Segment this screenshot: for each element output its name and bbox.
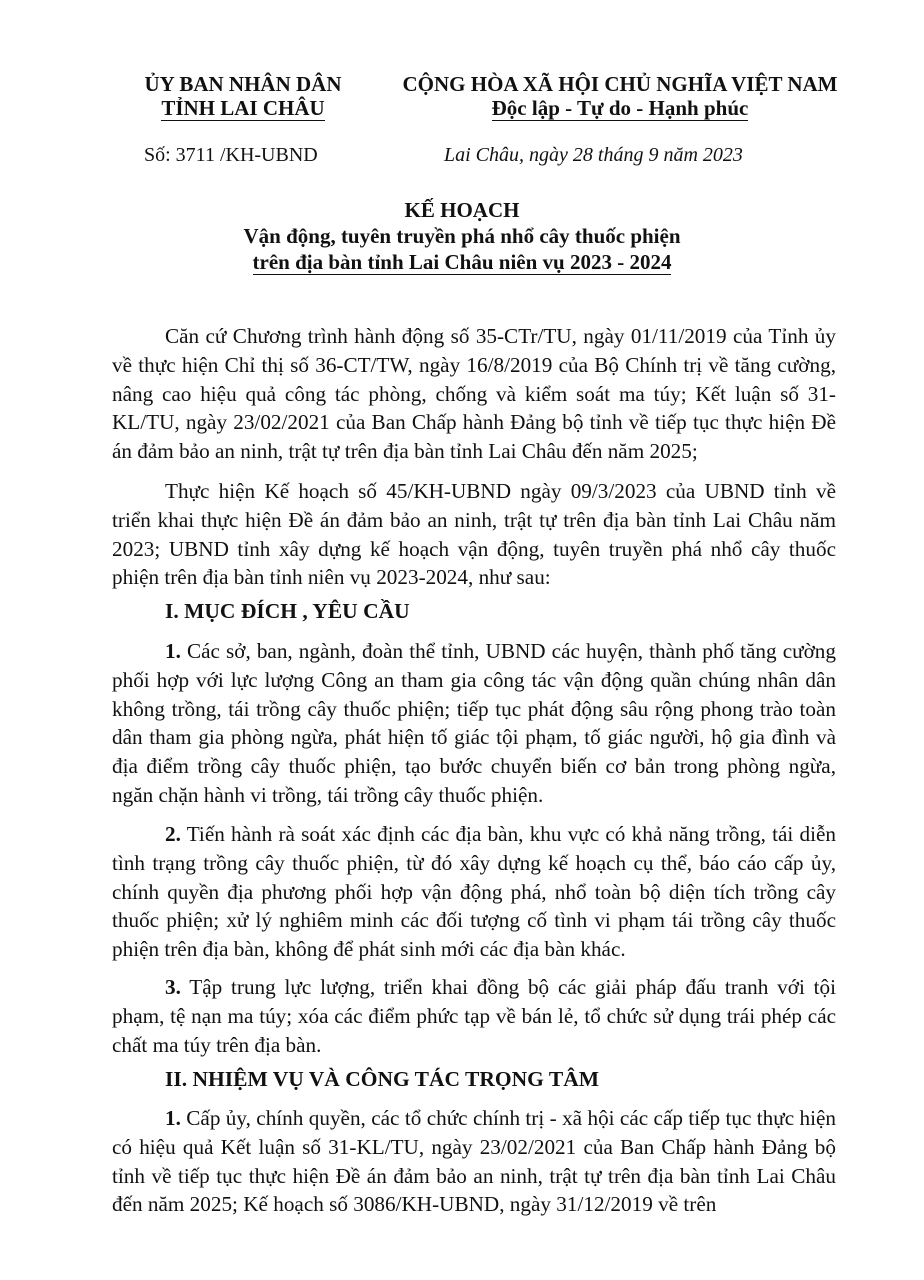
purpose-item-1-text: Các sở, ban, ngành, đoàn thể tỉnh, UBND các huyện, thành phố tăng cường phối hợp với lực lượng Công an tham gia công tác vận động quần chúng nhân dân không trồng, tái trồng cây thuốc phiện; tiếp tục phát động sâu rộng phong trào toàn dân tham gia phòng ngừa, phát hiện tố giác tội phạm, tố giác người, hộ gia đình và địa điểm trồng cây thuốc phiện, tạo bước chuyển biến cơ bản trong phòng ngừa, ngăn chặn hành vi trồng, tái trồng cây thuốc phiện. xyxy=(112,639,836,807)
tasks-item-1-number: 1. xyxy=(165,1106,181,1130)
document-subject-line2-text: trên địa bàn tỉnh Lai Châu niên vụ 2023 - 2024 xyxy=(252,250,672,274)
document-subject-line1: Vận động, tuyên truyền phá nhổ cây thuốc phiện xyxy=(243,224,681,248)
national-motto-text: Độc lập - Tự do - Hạnh phúc xyxy=(491,96,749,120)
agency-province-text: TỈNH LAI CHÂU xyxy=(161,96,325,120)
paragraph-implementation: Thực hiện Kế hoạch số 45/KH-UBND ngày 09/3/2023 của UBND tỉnh về triển khai thực hiện Đề án đảm bảo an ninh, trật tự trên địa bàn tỉnh Lai Châu năm 2023; UBND tỉnh xây dựng kế hoạch vận động, tuyên truyền phá nhổ cây thuốc phiện trên địa bàn tỉnh niên vụ 2023-2024, như sau: xyxy=(112,479,836,590)
purpose-item-3 xyxy=(112,973,836,1059)
purpose-item-2-text: Tiến hành rà soát xác định các địa bàn, khu vực có khả năng trồng, tái diễn tình trạng trồng cây thuốc phiện, từ đó xây dựng kế hoạch cụ thể, báo cáo cấp ủy, chính quyền địa phương phối hợp vận động phá, nhổ toàn bộ diện tích trồng cây thuốc phiện; xử lý nghiêm minh các đối tượng cố tình vi phạm tái trồng cây thuốc phiện trên địa bàn, không để phát sinh mới các địa bàn khác. xyxy=(112,822,836,962)
section-heading-tasks: II. NHIỆM VỤ VÀ CÔNG TÁC TRỌNG TÂM xyxy=(165,1067,600,1091)
national-motto xyxy=(380,96,860,121)
purpose-item-1-number: 1. xyxy=(165,639,181,663)
place-date: Lai Châu, ngày 28 tháng 9 năm 2023 xyxy=(444,144,743,166)
tasks-item-1 xyxy=(112,1104,836,1219)
document-type: KẾ HOẠCH xyxy=(404,198,520,222)
agency-province xyxy=(108,96,378,121)
tasks-item-1-text: Cấp ủy, chính quyền, các tổ chức chính trị - xã hội các cấp tiếp tục thực hiện có hiệu quả Kết luận số 31-KL/TU, ngày 23/02/2021 của Ban Chấp hành Đảng bộ tỉnh về tiếp tục thực hiện Đề án đảm bảo an ninh, trật tự trên địa bàn tỉnh Lai Châu đến năm 2025; Kế hoạch số 3086/KH-UBND, ngày 31/12/2019 về trên xyxy=(112,1106,836,1217)
national-title: CỘNG HÒA XÃ HỘI CHỦ NGHĨA VIỆT NAM xyxy=(402,72,838,96)
purpose-item-2 xyxy=(112,820,836,964)
document-number: Số: 3711 /KH-UBND xyxy=(144,144,318,166)
paragraph-basis: Căn cứ Chương trình hành động số 35-CTr/TU, ngày 01/11/2019 của Tỉnh ủy về thực hiện Chỉ thị số 36-CT/TW, ngày 16/8/2019 của Bộ Chính trị về tăng cường, nâng cao hiệu quả công tác phòng, chống và kiểm soát ma túy; Kết luận số 31-KL/TU, ngày 23/02/2021 của Ban Chấp hành Đảng bộ tỉnh về tiếp tục thực hiện Đề án đảm bảo an ninh, trật tự trên địa bàn tỉnh Lai Châu đến năm 2025; xyxy=(112,324,836,464)
purpose-item-3-text: Tập trung lực lượng, triển khai đồng bộ các giải pháp đấu tranh với tội phạm, tệ nạn ma túy; xóa các điểm phức tạp về bán lẻ, tổ chức sử dụng trái phép các chất ma túy trên địa bàn. xyxy=(112,975,836,1057)
section-heading-purpose: I. MỤC ĐÍCH , YÊU CẦU xyxy=(165,599,410,623)
purpose-item-3-number: 3. xyxy=(165,975,181,999)
agency-name: ỦY BAN NHÂN DÂN xyxy=(144,72,342,96)
purpose-item-1 xyxy=(112,637,836,810)
document-subject-line2 xyxy=(0,250,924,275)
purpose-item-2-number: 2. xyxy=(165,822,181,846)
